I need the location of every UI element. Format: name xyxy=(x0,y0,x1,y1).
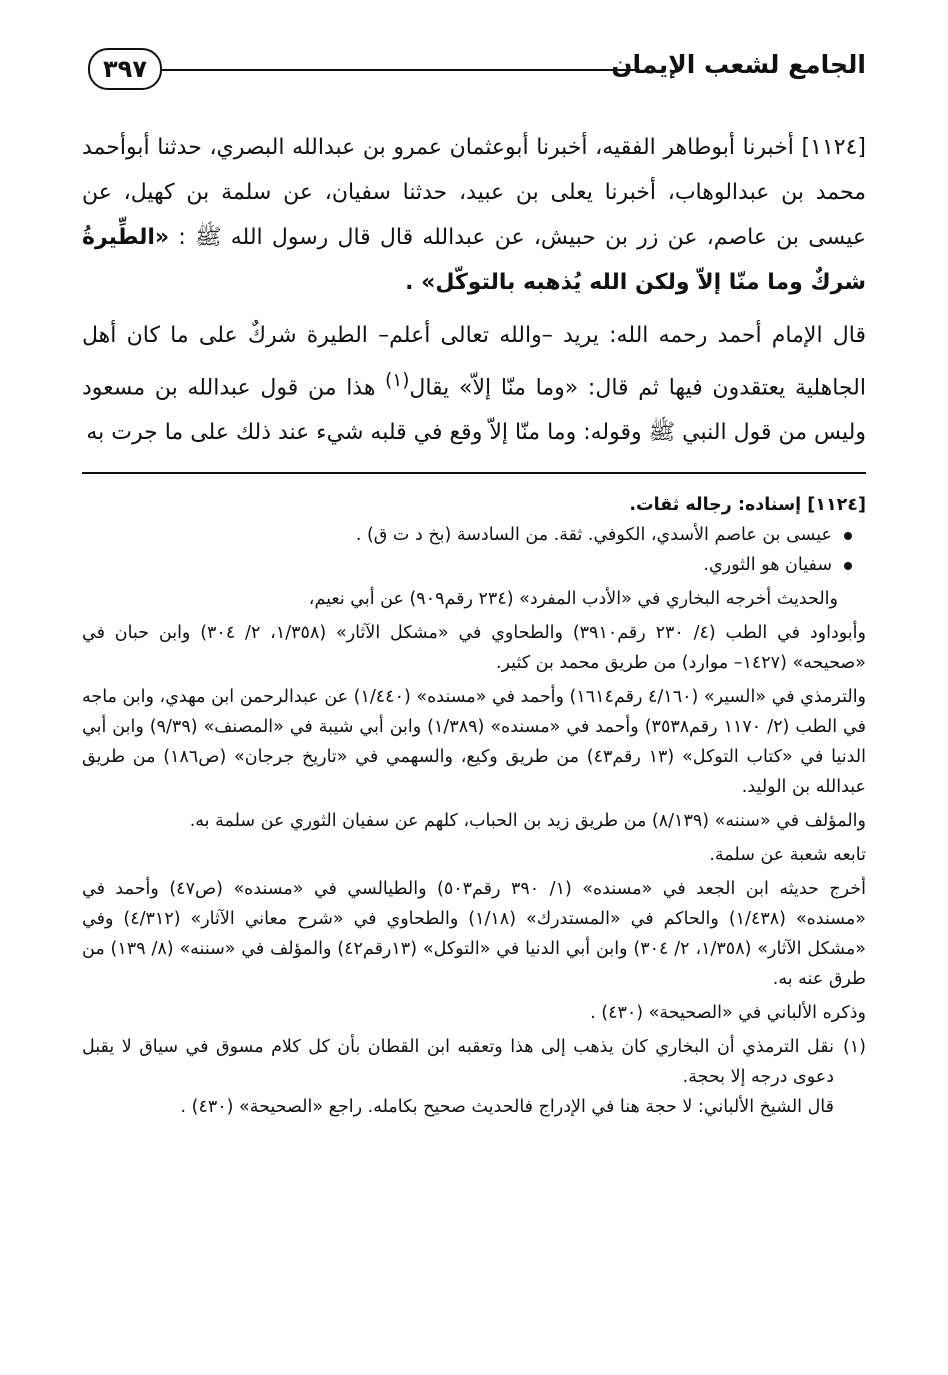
footnote-reference: (١) xyxy=(385,370,410,391)
notes-heading: [١١٢٤] إسناده: رجاله ثقات. xyxy=(629,495,866,515)
footnote-text-continued: قال الشيخ الألباني: لا حجة هنا في الإدراج فالحديث صحيح بكامله. راجع «الصحيحة» (٤٣٠) . xyxy=(180,1097,834,1117)
footnote-body xyxy=(82,1032,834,1122)
hadith-paragraph xyxy=(82,125,866,305)
footnote-text: نقل الترمذي أن البخاري كان يذهب إلى هذا وتعقبه ابن القطان بأن كل كلام مسوق في سياق لا يقبل دعوى درجه إلا بحجة. xyxy=(82,1037,834,1087)
footnotes xyxy=(82,490,866,1122)
running-title: الجامع لشعب الإيمان xyxy=(611,50,866,79)
takhrij-paragraph: تابعه شعبة عن سلمة. xyxy=(709,845,866,865)
page-number: ٣٩٧ xyxy=(88,48,162,90)
takhrij-paragraph: وأبوداود في الطب (٤/ ٢٣٠ رقم٣٩١٠) والطحاوي في «مشكل الآثار» (١/٣٥٨، ٢/ ٣٠٤) وابن حبان في «صحيحه» (١٤٢٧– موارد) من طريق محمد بن كثير. xyxy=(82,623,866,673)
takhrij-paragraph: والمؤلف في «سننه» (٨/١٣٩) من طريق زيد بن الحباب، كلهم عن سفيان الثوري عن سلمة به. xyxy=(189,811,866,831)
footnote-separator xyxy=(82,472,866,474)
header-rule xyxy=(160,69,638,71)
author-comment xyxy=(82,313,866,455)
list-item: عيسى بن عاصم الأسدي، الكوفي. ثقة. من السادسة (بخ د ت ق) . xyxy=(82,520,852,550)
list-item: سفيان هو الثوري. xyxy=(82,550,852,580)
hadith-isnad: أخبرنا أبوطاهر الفقيه، أخبرنا أبوعثمان عمرو بن عبدالله البصري، حدثنا أبوأحمد محمد بن عبدالوهاب، أخبرنا يعلى بن عبيد، حدثنا سفيان، عن سلمة بن كهيل، عن عيسى بن عاصم، عن زر بن حبيش، عن عبدالله قال قال رسول الله ﷺ : xyxy=(82,135,866,250)
main-text xyxy=(82,125,866,455)
footnote-1 xyxy=(82,1032,866,1122)
page-header xyxy=(88,40,866,110)
comment-part-1: قال الإمام أحمد رحمه الله: يريد –والله تعالى أعلم– الطيرة شركٌ على ما كان أهل الجاهلية يعتقدون فيها ثم قال: «وما منّا إلاّ» يقال xyxy=(82,323,867,401)
takhrij-paragraph: والترمذي في «السير» (٤/١٦٠ رقم١٦١٤) وأحمد في «مسنده» (١/٤٤٠) عن عبدالرحمن ابن مهدي، وابن ماجه في الطب (٢/ ١١٧٠ رقم٣٥٣٨) وأحمد في «مسنده» (١/٣٨٩) وابن أبي شيبة في «المصنف» (٩/٣٩) وابن أبي الدنيا في «كتاب التوكل» (١٣ رقم٤٣) من طريق وكيع، والسهمي في «تاريخ جرجان» (ص١٨٦) من طريق عبدالله بن الوليد. xyxy=(82,687,867,797)
hadith-quote: «الطِّيرةُ شركٌ وما منّا إلاّ ولكن الله يُذهبه بالتوكّل» . xyxy=(82,225,866,295)
takhrij-paragraph: أخرج حديثه ابن الجعد في «مسنده» (١/ ٣٩٠ رقم٥٠٣) والطيالسي في «مسنده» (ص٤٧) وأحمد في «مسنده» (١/٤٣٨) والحاكم في «المستدرك» (١/١٨) والطحاوي في «شرح معاني الآثار» (٤/٣١٢) وفي «مشكل الآثار» (١/٣٥٨، ٢/ ٣٠٤) وابن أبي الدنيا في «التوكل» (١٣رقم٤٢) والمؤلف في «سننه» (٨/ ١٣٩) من طرق عنه به. xyxy=(82,879,866,989)
takhrij-paragraph: وذكره الألباني في «الصحيحة» (٤٣٠) . xyxy=(590,1003,866,1023)
hadith-number: [١١٢٤] xyxy=(801,135,866,160)
narrator-list xyxy=(82,520,866,580)
comment-part-2: هذا من قول عبدالله بن مسعود وليس من قول النبي ﷺ وقوله: وما منّا إلاّ وقع في قلبه شيء عند ذلك على ما جرت به xyxy=(82,375,866,446)
footnote-mark: (١) xyxy=(842,1037,866,1057)
takhrij-paragraph: والحديث أخرجه البخاري في «الأدب المفرد» (٢٣٤ رقم٩٠٩) عن أبي نعيم، xyxy=(308,589,838,609)
